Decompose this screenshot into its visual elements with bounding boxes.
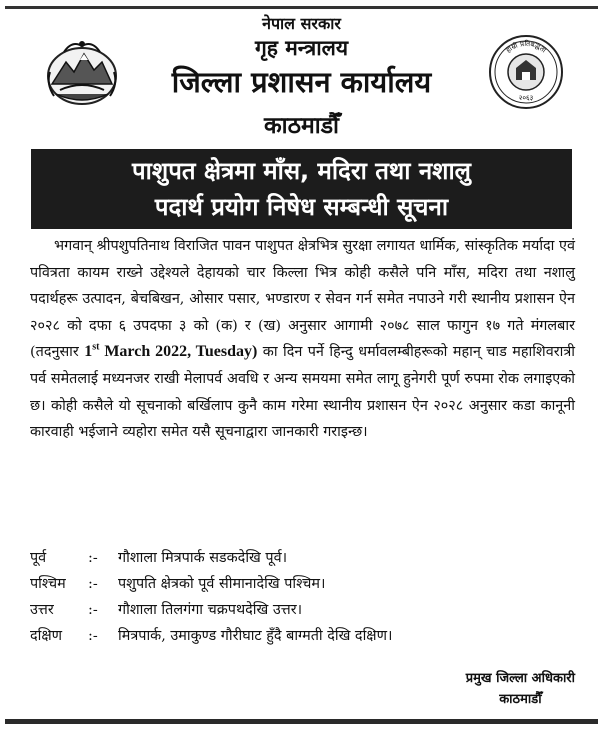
- boundary-east: पूर्व :- गौशाला मित्रपार्क सडकदेखि पूर्व।: [30, 550, 288, 566]
- boundary-south: दक्षिण :- मित्रपार्क, उमाकुण्ड गौरीघाट हुँदै बाग्मती देखि दक्षिण।: [30, 628, 393, 644]
- office-name: जिल्ला प्रशासन कार्यालय: [171, 65, 432, 99]
- boundary-north: उत्तर :- गौशाला तिलगंगा चक्रपथदेखि उत्तर।: [30, 602, 303, 618]
- city-name: काठमाडौँ: [264, 112, 339, 139]
- notice-paragraph: भगवान् श्रीपशुपतिनाथ विराजित पावन पाशुपत क्षेत्रभित्र सुरक्षा लगायत धार्मिक, सांस्कृतिक मर्यादा एवं पवित्रता कायम राख्ने उद्देश्यले देहायको चार किल्ला भित्र कोही कसैले पनि माँस, मदिरा तथा नशालु पदार्थहरू उत्पादन, बेचबिखन, ओसार पसार, भण्डारण र सेवन गर्न समेत नपाउने गरी स्थानीय प्रशासन ऐन २०२८ को दफा ६ उपदफा ३ को (क) र (ख) अनुसार आगामी २०७८ साल फागुन १७ गते मंगलबार (तदनुसार 1st March 2022, Tuesday) का दिन पर्ने हिन्दु धर्मावलम्बीहरूको महान् चाड महाशिवरात्री पर्व समेतलाई मध्यनजर राखी मेलापर्व अवधि र अन्य समयमा समेत लागू हुनेगरी पूर्ण रुपमा रोक लगाइएको छ। कोही कसैले यो सूचनाको बर्खिलाप कुनै काम गरेमा स्थानीय प्रशासन ऐन २०२८ अनुसार कडा कानूनी कारवाही भईजाने व्यहोरा समेत यसै सूचनाद्वारा जानकारी गराइन्छ।: [30, 238, 576, 441]
- signature-block: [466, 668, 575, 710]
- boundary-west: पश्चिम :- पशुपति क्षेत्रको पूर्व सीमानादेखि पश्चिम।: [30, 576, 326, 592]
- ministry-name: गृह मन्त्रालय: [254, 35, 349, 60]
- svg-text:हाम्रो प्रतिबद्धता: हाम्रो प्रतिबद्धता: [504, 39, 548, 55]
- letterhead: [0, 12, 603, 147]
- boundary-list: [30, 545, 575, 649]
- notice-title-line-1: पाशुपत क्षेत्रमा माँस, मदिरा तथा नशालु: [132, 157, 471, 185]
- signatory-title: प्रमुख जिल्ला अधिकारी: [465, 671, 575, 686]
- signatory-place: काठमाडौँ: [499, 692, 542, 707]
- government-name: नेपाल सरकार: [262, 14, 341, 33]
- notice-title-line-2: पदार्थ प्रयोग निषेध सम्बन्धी सूचना: [154, 193, 449, 221]
- top-rule: [5, 6, 598, 9]
- notice-body: [30, 233, 575, 446]
- notice-title-banner: [31, 149, 572, 229]
- office-seal-icon: [488, 34, 564, 110]
- notice-date-english: 1st March 2022, Tuesday): [84, 342, 258, 361]
- bottom-rule: [5, 719, 598, 724]
- svg-text:२०६३: २०६३: [518, 94, 534, 102]
